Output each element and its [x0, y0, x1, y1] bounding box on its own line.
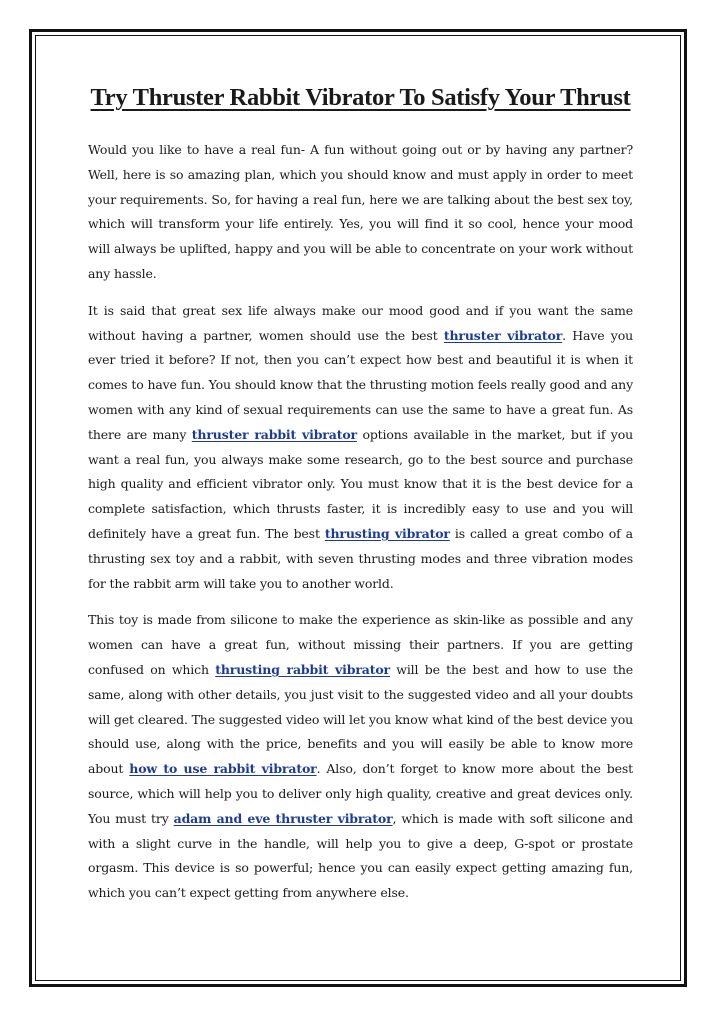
paragraph-text: This toy is made from silicone to make the experience as skin-like as possible and any women can have a great fun, without missing their partners. If you are getting confused on which	[88, 612, 633, 677]
document-title: Try Thruster Rabbit Vibrator To Satisfy Your Thrust	[90, 84, 631, 111]
document-body	[88, 84, 633, 918]
paragraph-text: is called a great combo of a thrusting sex toy and a rabbit, with seven thrusting modes and three vibration modes for the rabbit arm will take you to another world.	[88, 525, 633, 591]
paragraph-text: options available in the market, but if you want a real fun, you always make some research, go to the best source and purchase high quality and efficient vibrator only. You must know that it is the best device for a complete satisfaction, which thrusts faster, it is incredibly easy to use and you will definitely have a great fun. The best	[88, 426, 633, 541]
paragraph-intro: Would you like to have a real fun- A fun without going out or by having any partner? Well, here is so amazing plan, which you should know and must apply in order to meet your requirements. So, for having a real fun, here we are talking about the best sex toy, which will transform your life entirely. Yes, you will find it so cool, hence your mood will always be uplifted, happy and you will be able to concentrate on your work without any hassle.	[88, 142, 633, 281]
link-thrusting-rabbit-vibrator[interactable]: thrusting rabbit vibrator	[215, 661, 390, 677]
paragraph-text: , which is made with soft silicone and with a slight curve in the handle, will help you to give a deep, G-spot or prostate orgasm. This device is so powerful; hence you can easily expect getting amazing fun, which you can’t expect getting from anywhere else.	[88, 810, 633, 901]
link-thruster-rabbit-vibrator[interactable]: thruster rabbit vibrator	[191, 426, 357, 442]
link-thruster-vibrator[interactable]: thruster vibrator	[443, 327, 563, 343]
link-thrusting-vibrator[interactable]: thrusting vibrator	[324, 525, 450, 541]
paragraph-thruster-benefits	[88, 299, 633, 597]
paragraph-text: . Have you ever tried it before? If not, then you can’t expect how best and beautiful it is when it comes to have fun. You should know that the thrusting motion feels really good and any women with any kind of sexual requirements can use the same to have a great fun. As there are many	[88, 327, 633, 442]
link-adam-and-eve-thruster-vibrator[interactable]: adam and eve thruster vibrator	[173, 810, 393, 826]
paragraph-text: It is said that great sex life always make our mood good and if you want the same without having a partner, women should use the best	[88, 302, 633, 343]
paragraph-text: . Also, don’t forget to know more about the best source, which will help you to deliver only high quality, creative and great devices only. You must try	[88, 761, 633, 826]
link-how-to-use-rabbit-vibrator[interactable]: how to use rabbit vibrator	[129, 761, 317, 777]
paragraph-text: will be the best and how to use the same, along with other details, you just visit to the suggested video and all your doubts will get cleared. The suggested video will let you know what kind of the best device you should use, along with the price, benefits and you will easily be able to know more about	[88, 661, 633, 777]
paragraph-silicone-toy	[88, 608, 633, 906]
